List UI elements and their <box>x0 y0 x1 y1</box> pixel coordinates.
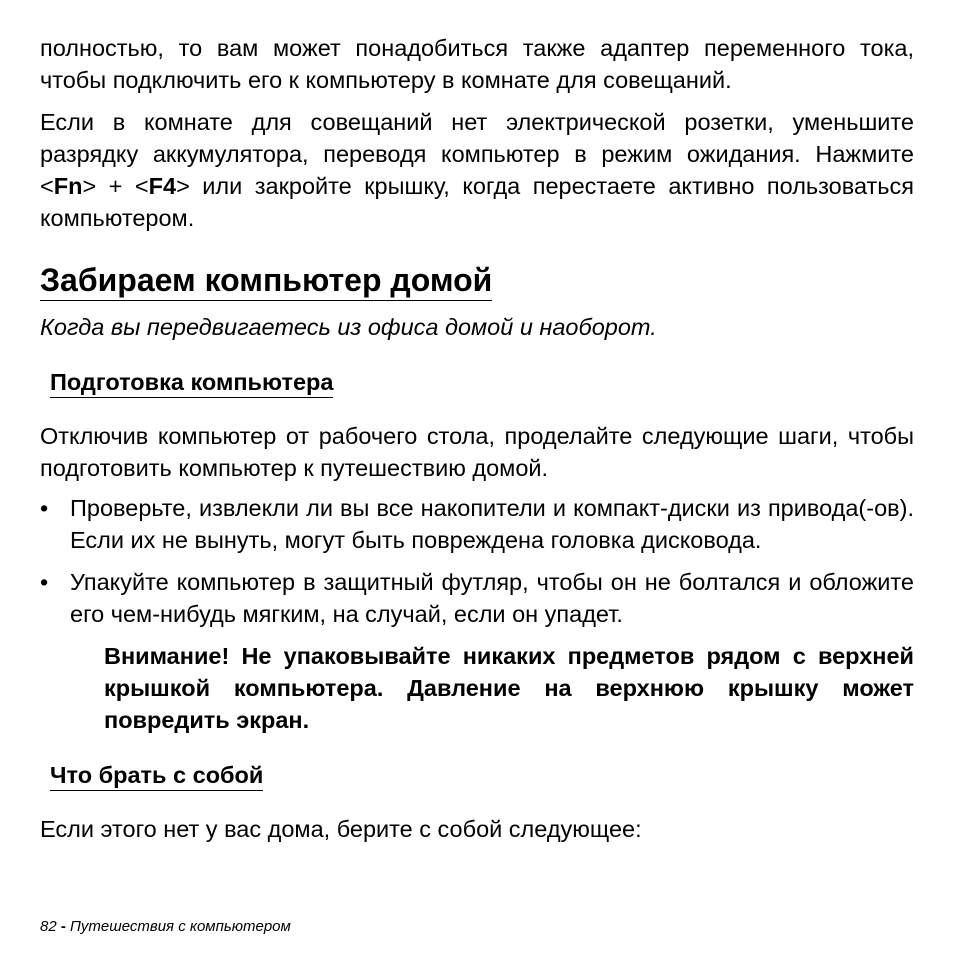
list-item <box>40 566 914 630</box>
list-item <box>40 492 914 556</box>
key-f4: F4 <box>148 173 177 199</box>
paragraph-no-outlet-text-3: > или закройте крышку, когда перестаете активно пользоваться компьютером. <box>40 173 914 231</box>
list-item-text: Проверьте, извлекли ли вы все накопители и компакт-диски из привода(-ов). Если их не вынуть, могут быть повреждена головка дисковода. <box>70 495 914 553</box>
warning-note: Внимание! Не упаковывайте никаких предметов рядом с верхней крышкой компьютера. Давление на верхнюю крышку может повредить экран. <box>104 643 914 733</box>
bullet-mark: • <box>40 495 49 521</box>
footer-separator: - <box>60 918 66 935</box>
page-content <box>40 32 914 845</box>
page-footer <box>40 918 291 936</box>
section-subtitle: Когда вы передвигаетесь из офиса домой и наоборот. <box>40 314 657 340</box>
paragraph-take-along-intro: Если этого нет у вас дома, берите с собой следующее: <box>40 816 642 842</box>
footer-chapter-title: Путешествия с компьютером <box>70 918 291 935</box>
subsection-heading-prepare: Подготовка компьютера <box>50 367 333 398</box>
subsection-heading-take-along: Что брать с собой <box>50 760 263 791</box>
paragraph-prepare-intro: Отключив компьютер от рабочего стола, проделайте следующие шаги, чтобы подготовить компьютер к путешествию домой. <box>40 423 914 481</box>
paragraph-adapter: полностью, то вам может понадобиться также адаптер переменного тока, чтобы подключить его к компьютеру в комнате для совещаний. <box>40 35 914 93</box>
prepare-bullet-list <box>40 492 914 630</box>
list-item-text: Упакуйте компьютер в защитный футляр, чтобы он не болтался и обложите его чем-нибудь мягким, на случай, если он упадет. <box>70 569 914 627</box>
paragraph-no-outlet-text-2: > + < <box>82 173 149 199</box>
key-fn: Fn <box>53 173 83 199</box>
paragraph-no-outlet <box>40 106 914 234</box>
footer-page-number: 82 <box>40 918 57 935</box>
section-heading: Забираем компьютер домой <box>40 260 492 301</box>
bullet-mark: • <box>40 569 49 595</box>
paragraph-no-outlet-text-1: Если в комнате для совещаний нет электрической розетки, уменьшите разрядку аккумулятора, переводя компьютер в режим ожидания. Нажмите < <box>40 109 914 199</box>
